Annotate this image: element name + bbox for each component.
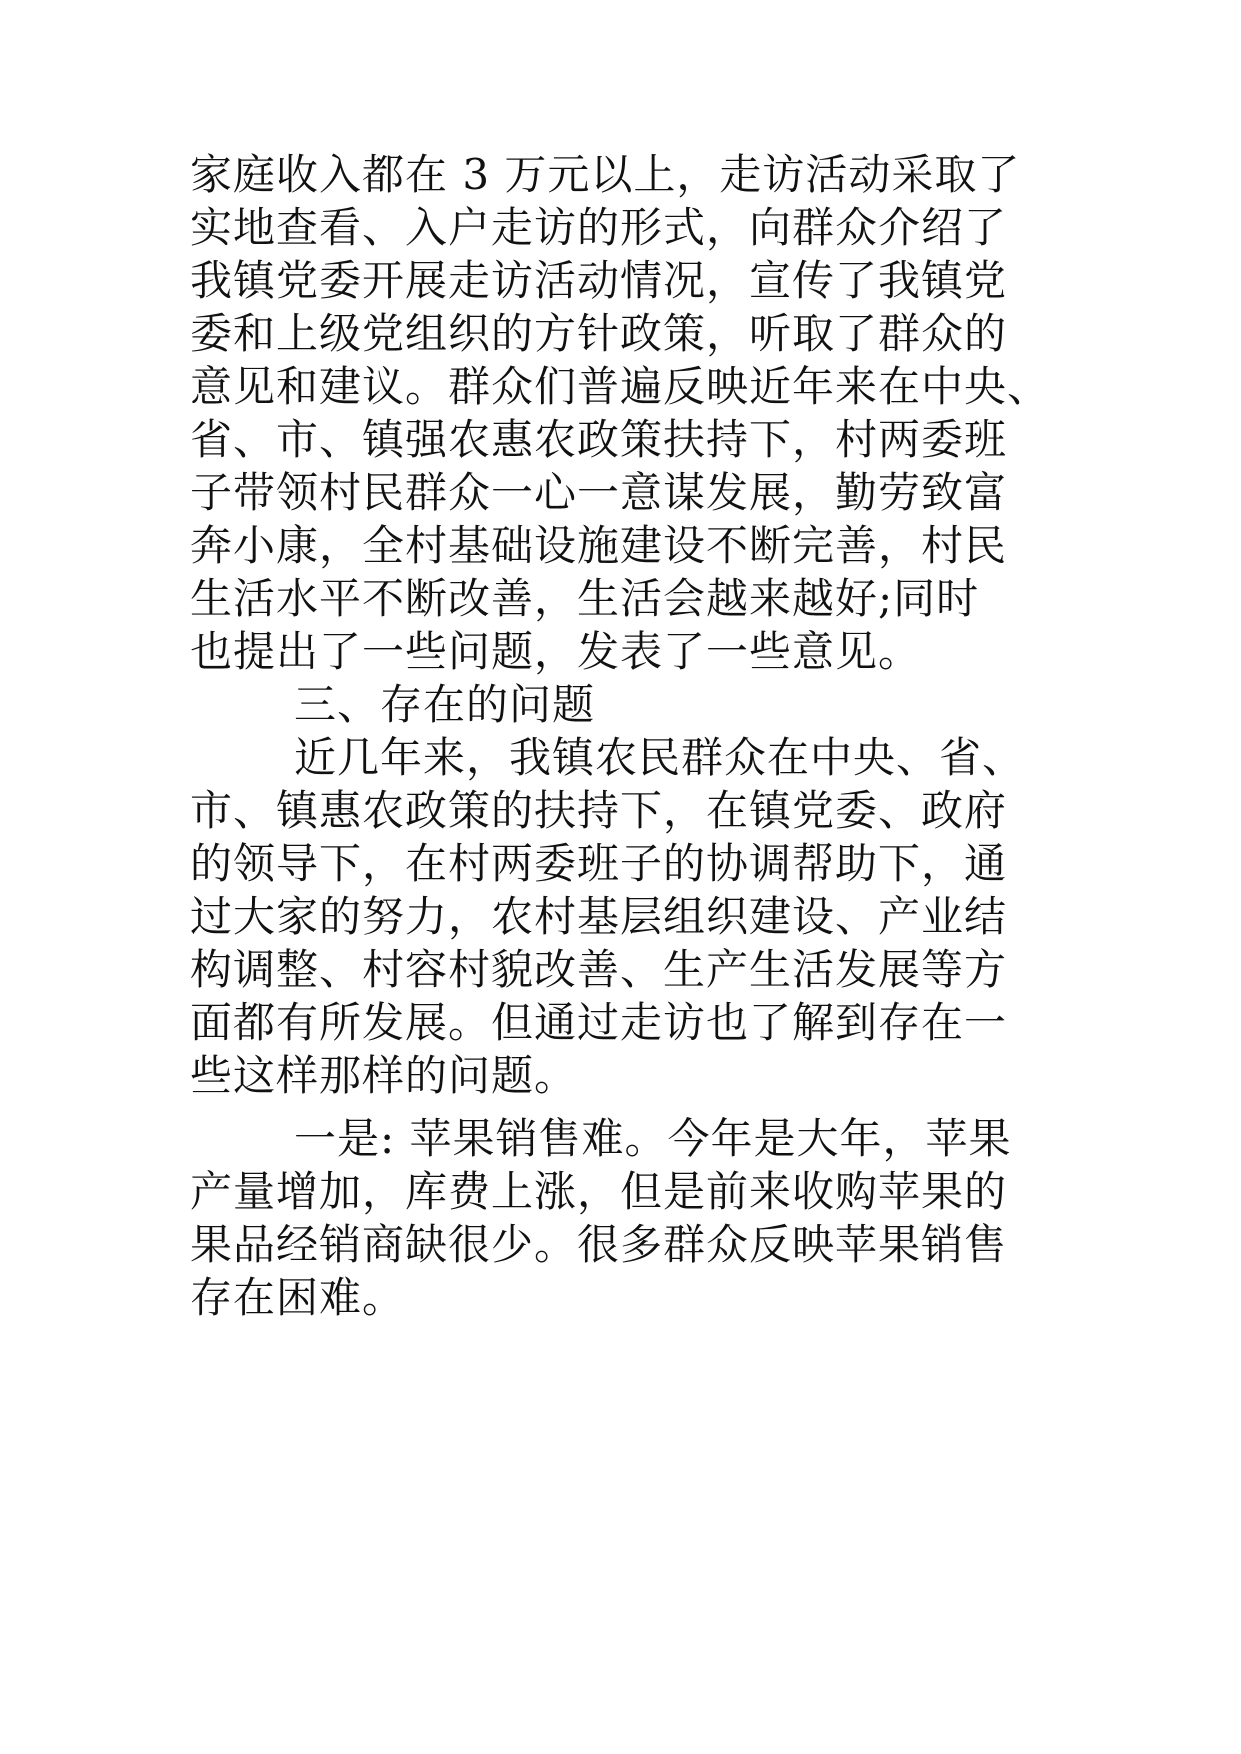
text-line: 子带领村民群众一心一意谋发展，勤劳致富 bbox=[190, 468, 1008, 517]
text-line: 省、市、镇强农惠农政策扶持下，村两委班 bbox=[190, 415, 1008, 464]
text-line: 过大家的努力，农村基层组织建设、产业结 bbox=[190, 892, 1008, 941]
text-line: 市、镇惠农政策的扶持下，在镇党委、政府 bbox=[190, 786, 1008, 835]
text-line: 存在困难。 bbox=[190, 1273, 406, 1322]
text-line: 意见和建议。群众们普遍反映近年来在中央、 bbox=[190, 362, 1051, 411]
text-line: 实地查看、入户走访的形式，向群众介绍了 bbox=[190, 203, 1008, 252]
text-line: 奔小康，全村基础设施建设不断完善，村民 bbox=[190, 521, 1008, 570]
text-line: 委和上级党组织的方针政策，听取了群众的 bbox=[190, 309, 1008, 358]
paragraph-first-line: 近几年来，我镇农民群众在中央、省、 bbox=[294, 733, 1026, 782]
text-line: 些这样那样的问题。 bbox=[190, 1051, 578, 1100]
text-line: 面都有所发展。但通过走访也了解到存在一 bbox=[190, 998, 1008, 1047]
section-heading: 三、存在的问题 bbox=[294, 680, 596, 729]
document-body bbox=[190, 148, 1060, 1324]
text-line: 我镇党委开展走访活动情况，宣传了我镇党 bbox=[190, 256, 1008, 305]
paragraph-first-line: 一是: 苹果销售难。今年是大年，苹果 bbox=[294, 1114, 1012, 1163]
text-line: 产量增加，库费上涨，但是前来收购苹果的 bbox=[190, 1167, 1008, 1216]
text-line: 也提出了一些问题，发表了一些意见。 bbox=[190, 627, 922, 676]
text-line: 构调整、村容村貌改善、生产生活发展等方 bbox=[190, 945, 1008, 994]
text-line: 的领导下，在村两委班子的协调帮助下，通 bbox=[190, 839, 1008, 888]
text-line: 生活水平不断改善，生活会越来越好;同时 bbox=[190, 574, 980, 623]
text-line: 家庭收入都在 3 万元以上，走访活动采取了 bbox=[190, 150, 1021, 199]
text-line: 果品经销商缺很少。很多群众反映苹果销售 bbox=[190, 1220, 1008, 1269]
